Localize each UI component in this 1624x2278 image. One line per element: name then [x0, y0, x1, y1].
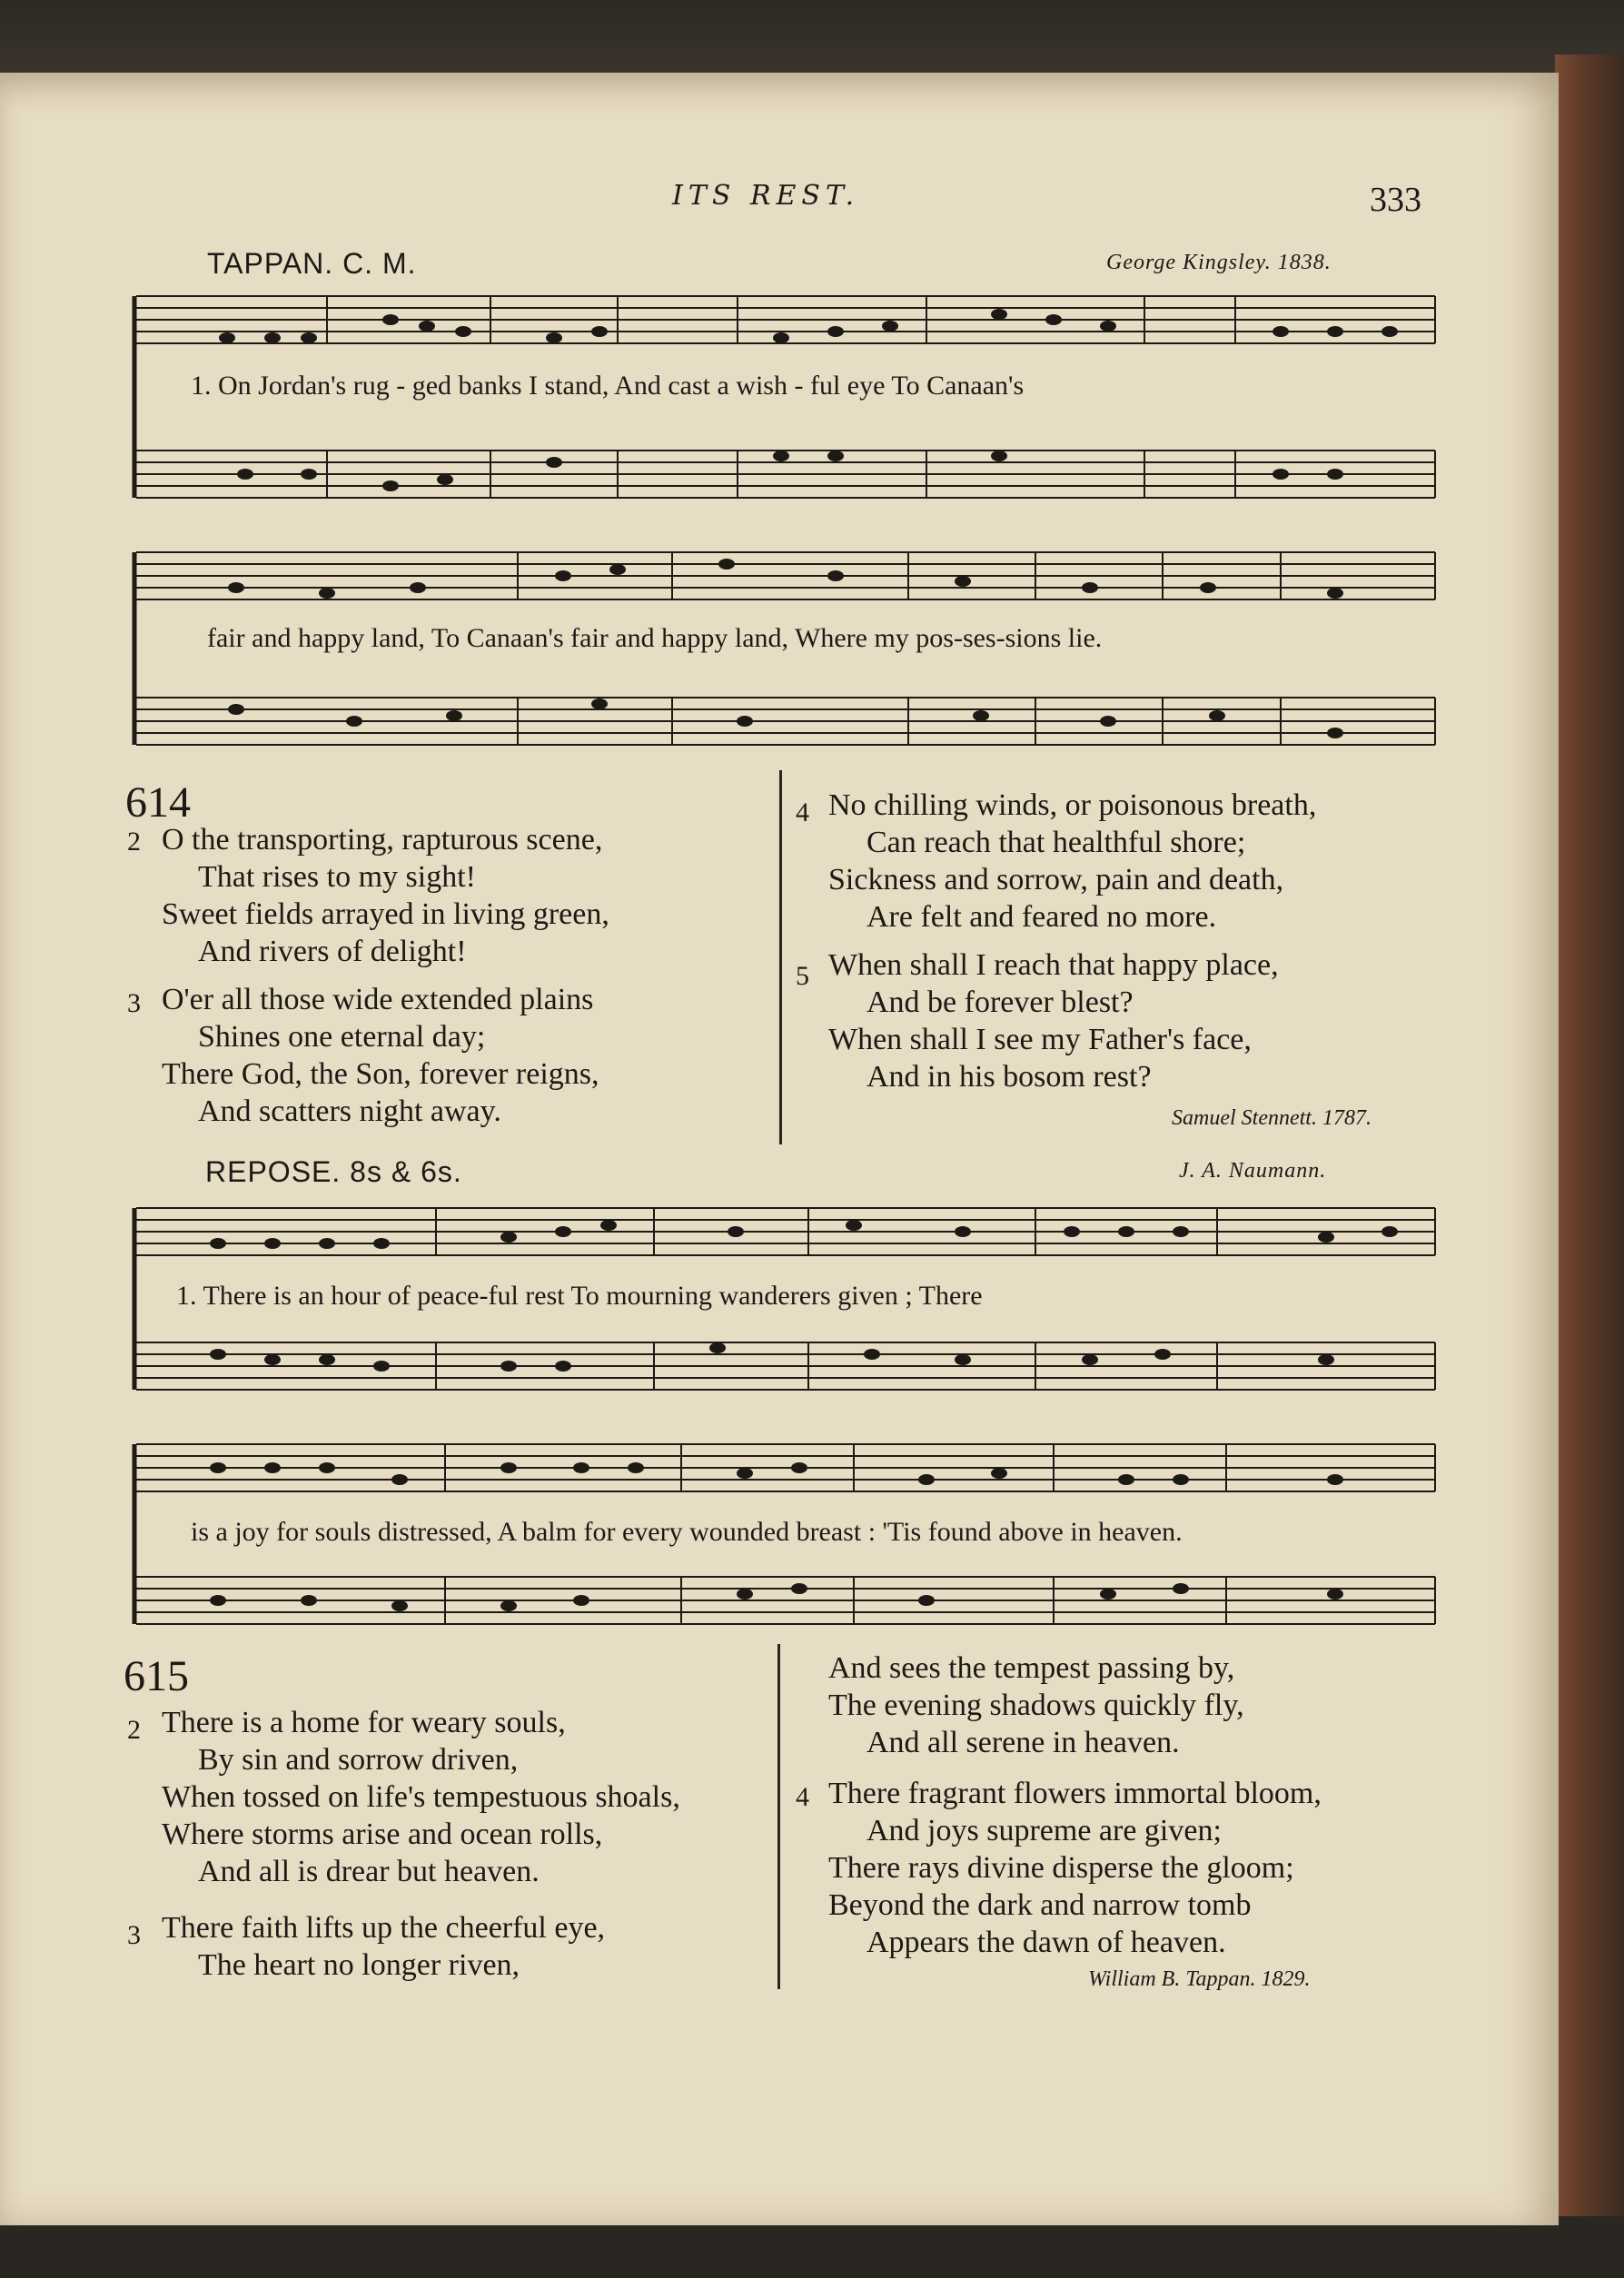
column-divider-614	[779, 770, 782, 1144]
verse-number: 4	[796, 797, 809, 827]
verse-line: O the transporting, rapturous scene,	[162, 823, 603, 857]
tune-title-tappan: TAPPAN. C. M.	[207, 247, 417, 280]
verse-number: 3	[127, 988, 141, 1018]
verse-line: When shall I see my Father's face,	[828, 1023, 1252, 1056]
verse-line: And rivers of delight!	[198, 935, 467, 968]
book-cover-bottom	[0, 2216, 1624, 2278]
verse-number: 2	[127, 827, 141, 857]
lyric-repose-line-2: is a joy for souls distressed, A balm for every wounded breast : 'Tis found above in heaven.	[191, 1517, 1183, 1547]
book-cover-top	[0, 0, 1624, 80]
verse-line: Beyond the dark and narrow tomb	[828, 1888, 1252, 1922]
verse-line: There is a home for weary souls,	[162, 1706, 566, 1739]
verse-line: When tossed on life's tempestuous shoals,	[162, 1780, 680, 1814]
verse-number: 4	[796, 1782, 809, 1812]
tune-title-repose: REPOSE. 8s & 6s.	[205, 1155, 462, 1188]
hymn-number-614: 614	[125, 778, 191, 827]
verse-line: Shines one eternal day;	[198, 1020, 486, 1054]
verse-number: 5	[796, 961, 809, 991]
verse-line: There fragrant flowers immortal bloom,	[828, 1777, 1322, 1810]
hymn-author-615: William B. Tappan. 1829.	[1088, 1967, 1311, 1991]
verse-line: And be forever blest?	[866, 985, 1134, 1019]
verse-line: And joys supreme are given;	[866, 1814, 1222, 1847]
verse-line: That rises to my sight!	[198, 860, 476, 894]
repose-treble-staff-1	[136, 1208, 1435, 1255]
verse-line: There faith lifts up the cheerful eye,	[162, 1911, 606, 1945]
verse-line: By sin and sorrow driven,	[198, 1743, 519, 1777]
verse-line: There God, the Son, forever reigns,	[162, 1057, 599, 1091]
verse-line: And all serene in heaven.	[866, 1726, 1180, 1759]
composer-repose: J. A. Naumann.	[1179, 1159, 1327, 1183]
lyric-repose-line-1: 1. There is an hour of peace-ful rest To mourning wanderers given ; There	[176, 1281, 983, 1311]
lyric-tappan-line-2: fair and happy land, To Canaan's fair and happy land, Where my pos-ses-sions lie.	[207, 623, 1103, 653]
verse-number: 2	[127, 1715, 141, 1745]
verse-line: When shall I reach that happy place,	[828, 948, 1279, 982]
verse-number: 3	[127, 1920, 141, 1950]
verse-line: O'er all those wide extended plains	[162, 983, 594, 1016]
verse-line: Appears the dawn of heaven.	[866, 1926, 1226, 1959]
verse-line: And in his bosom rest?	[866, 1060, 1152, 1094]
verse-line: And sees the tempest passing by,	[828, 1651, 1235, 1685]
music-tappan	[127, 283, 1444, 774]
hymn-author-614: Samuel Stennett. 1787.	[1172, 1106, 1371, 1130]
verse-line: Where storms arise and ocean rolls,	[162, 1817, 603, 1851]
column-divider-615	[777, 1644, 780, 1989]
verse-line: Can reach that healthful shore;	[866, 826, 1246, 859]
composer-tappan: George Kingsley. 1838.	[1106, 251, 1332, 274]
book-edge-right	[1555, 54, 1624, 2278]
tappan-bass-staff-2	[136, 698, 1435, 745]
repose-bass-staff-1	[136, 1342, 1435, 1390]
lyric-tappan-line-1: 1. On Jordan's rug - ged banks I stand, And cast a wish - ful eye To Canaan's	[191, 371, 1025, 401]
music-repose	[127, 1190, 1444, 1644]
verse-line: Sweet fields arrayed in living green,	[162, 897, 609, 931]
verse-line: Sickness and sorrow, pain and death,	[828, 863, 1284, 896]
hymn-number-615: 615	[124, 1652, 189, 1700]
verse-line: There rays divine disperse the gloom;	[828, 1851, 1294, 1885]
verse-line: And all is drear but heaven.	[198, 1855, 540, 1888]
verse-line: No chilling winds, or poisonous breath,	[828, 788, 1317, 822]
running-header: ITS REST.	[672, 180, 860, 212]
page-number: 333	[1370, 181, 1421, 219]
verse-line: The evening shadows quickly fly,	[828, 1689, 1244, 1722]
verse-line: The heart no longer riven,	[198, 1948, 520, 1982]
repose-bass-staff-2	[136, 1577, 1435, 1624]
verse-line: And scatters night away.	[198, 1094, 501, 1128]
verse-line: Are felt and feared no more.	[866, 900, 1217, 934]
